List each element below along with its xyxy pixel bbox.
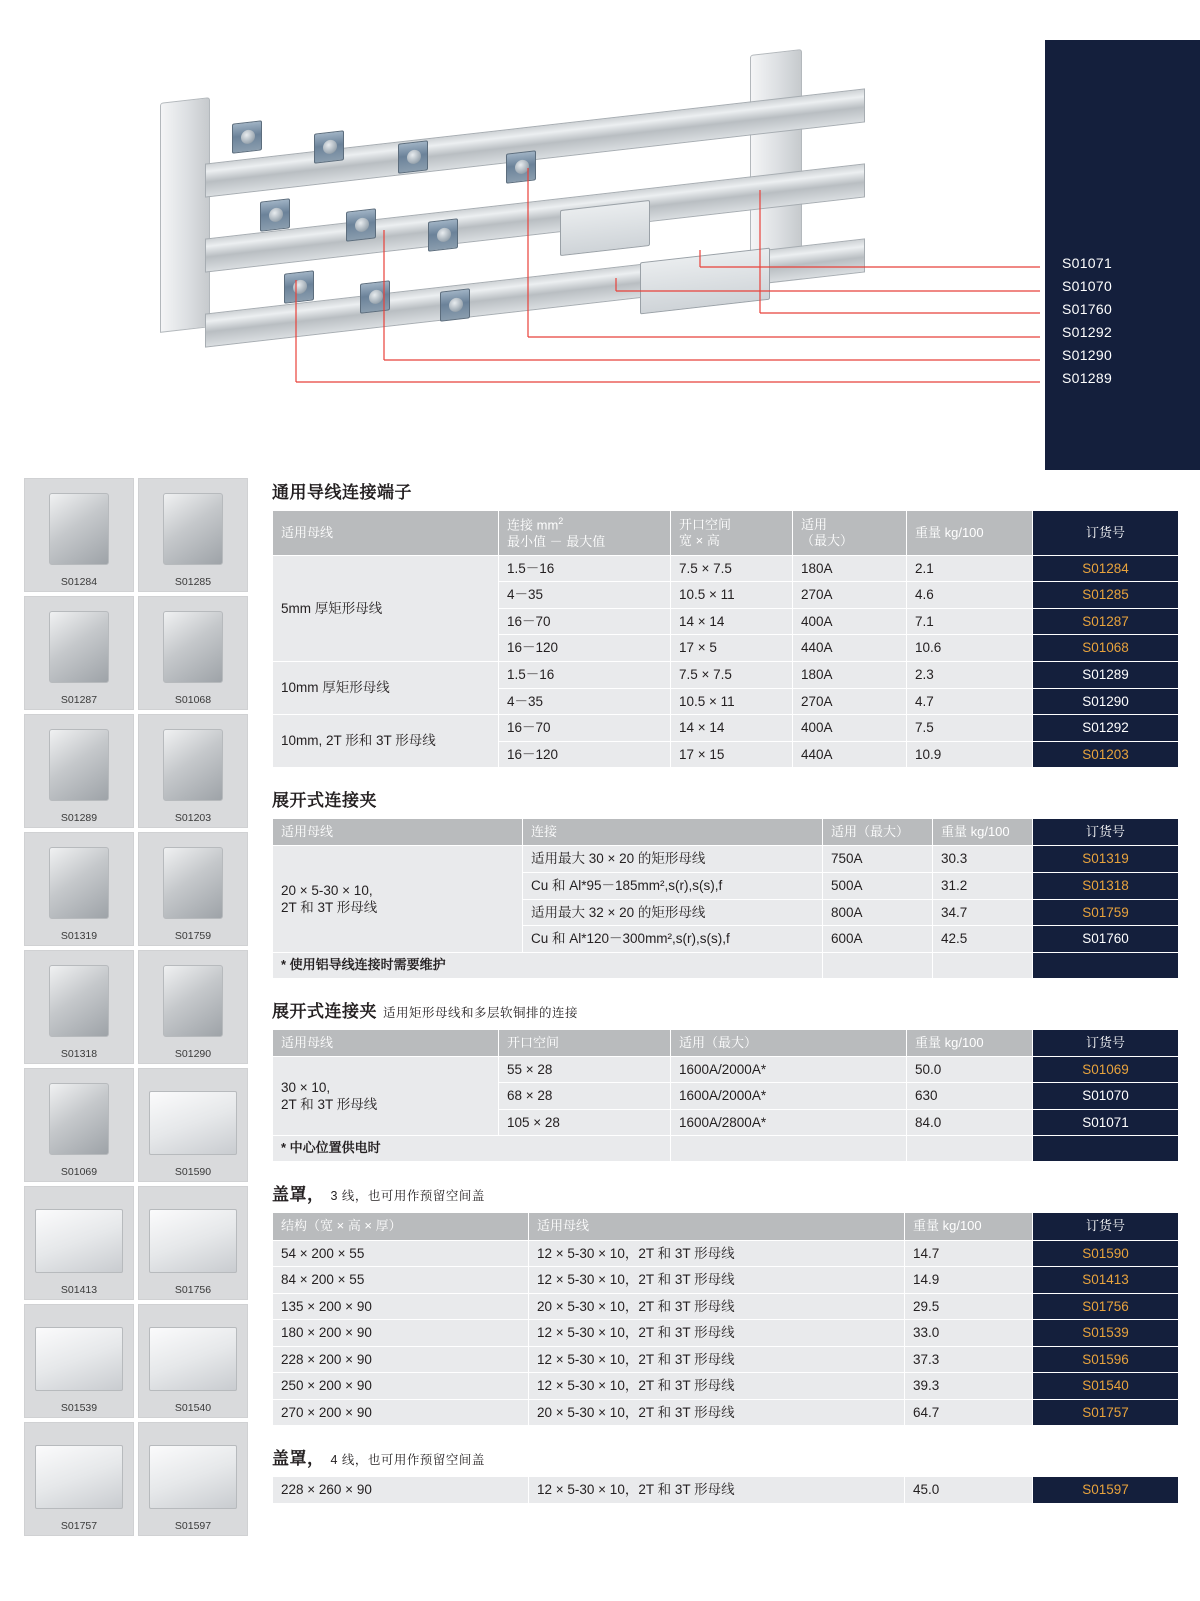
cell-dimensions: 228 × 260 × 90 [273,1477,529,1504]
col-applicable-busbar: 适用母线 [273,511,499,556]
table-spread-clamp [272,818,1179,978]
table-row [273,1056,1179,1083]
product-thumbnail [138,832,248,946]
product-thumbnail [138,1422,248,1536]
cell-rating: 800A [823,899,933,926]
product-image [163,965,223,1037]
terminal-clamp [428,218,458,251]
col-weight: 重量 kg/100 [907,1029,1033,1056]
cell-connection: 4－35 [499,688,671,715]
product-image [49,729,109,801]
product-thumbnail [24,950,134,1064]
thumbnail-row [24,478,248,592]
thumbnail-caption: S01590 [174,1166,212,1178]
thumbnail-caption: S01757 [60,1520,98,1532]
cell-weight: 14.7 [905,1240,1033,1267]
col-connection: 连接 $mm^2$ 最小值 － 最大值 [499,511,671,556]
footnote: * 使用铝导线连接时需要维护 [273,952,823,978]
thumbnail-row [24,1422,248,1536]
product-image [35,1209,123,1273]
thumbnail-caption: S01540 [174,1402,212,1414]
cell-opening: 10.5 × 11 [671,688,793,715]
thumbnail-row [24,596,248,710]
thumbnail-row [24,1068,248,1182]
col-dimensions: 结构（宽 × 高 × 厚） [273,1213,529,1240]
cell-weight: 10.6 [907,635,1033,662]
product-image [149,1209,237,1273]
cell-connection: Cu 和 Al*95－185mm²,s(r),s(s),f [523,873,823,900]
section-subtitle: 适用矩形母线和多层软铜排的连接 [383,1005,579,1020]
group-label: 10mm, 2T 形和 3T 形母线 [273,715,499,768]
thumbnail-caption: S01069 [60,1166,98,1178]
col-applicable-busbar: 适用母线 [529,1213,905,1240]
cell-order-number[interactable]: S01540 [1033,1373,1179,1400]
cell-rating: 440A [793,741,907,768]
thumbnail-caption: S01319 [60,930,98,942]
product-thumbnail [24,714,134,828]
cell-connection: Cu 和 Al*120－300mm²,s(r),s(s),f [523,926,823,953]
busbar-system-photo [150,60,870,390]
col-rating: 适用 （最大） [793,511,907,556]
section-title-spread-clamp-multilayer: 展开式连接夹 适用矩形母线和多层软铜排的连接 [272,1001,579,1021]
cell-blank [823,952,933,978]
cell-rating: 270A [793,582,907,609]
thumbnail-caption: S01290 [174,1048,212,1060]
product-image [49,493,109,565]
cell-opening: 55 × 28 [499,1056,671,1083]
spread-connector-lower [640,248,770,315]
table-cover-3line [272,1212,1179,1426]
cell-order-number[interactable]: S01596 [1033,1346,1179,1373]
thumbnail-caption: S01318 [60,1048,98,1060]
col-order-number: 订货号 [1033,511,1179,556]
terminal-clamp [232,120,262,153]
cell-order-number[interactable]: S01756 [1033,1293,1179,1320]
product-thumbnail [24,596,134,710]
cell-applicable-busbar: 12 × 5-30 × 10，2T 和 3T 形母线 [529,1477,905,1504]
cell-weight: 4.6 [907,582,1033,609]
cell-order-number[interactable]: S01539 [1033,1320,1179,1347]
cell-connection: 适用最大 32 × 20 的矩形母线 [523,899,823,926]
cell-order-number[interactable]: S01284 [1033,555,1179,582]
product-image [163,847,223,919]
table-spread-clamp-multilayer [272,1029,1179,1163]
table-row [273,662,1179,689]
cell-applicable-busbar: 12 × 5-30 × 10，2T 和 3T 形母线 [529,1320,905,1347]
product-thumbnail [24,1068,134,1182]
thumbnail-caption: S01756 [174,1284,212,1296]
cell-rating: 400A [793,715,907,742]
cell-connection: 16－120 [499,741,671,768]
table-row [273,1240,1179,1267]
callout-code: S01292 [1062,324,1113,340]
table-row [273,1267,1179,1294]
cell-order-number[interactable]: S01071 [1033,1109,1179,1136]
cell-weight: 84.0 [907,1109,1033,1136]
thumbnail-caption: S01759 [174,930,212,942]
cell-applicable-busbar: 20 × 5-30 × 10，2T 和 3T 形母线 [529,1399,905,1426]
cell-weight: 2.1 [907,555,1033,582]
cell-weight: 45.0 [905,1477,1033,1504]
cell-rating: 180A [793,555,907,582]
product-image [163,611,223,683]
footnote: * 中心位置供电时 [273,1136,671,1162]
product-thumbnail [138,1068,248,1182]
section-title-cover-3line: 盖罩， 3 线，也可用作预留空间盖 [272,1185,485,1205]
cell-weight: 39.3 [905,1373,1033,1400]
cell-opening: 7.5 × 7.5 [671,555,793,582]
cell-connection: 16－120 [499,635,671,662]
product-tables [272,478,1178,1504]
callout-code: S01290 [1062,347,1113,363]
cell-weight: 630 [907,1083,1033,1110]
thumbnail-caption: S01539 [60,1402,98,1414]
thumbnail-row [24,950,248,1064]
cell-connection: 16－70 [499,715,671,742]
product-thumbnail [24,1422,134,1536]
cell-order-number[interactable]: S01287 [1033,608,1179,635]
cell-order-number[interactable]: S01413 [1033,1267,1179,1294]
cell-weight: 4.7 [907,688,1033,715]
table-footnote-row [273,1136,1179,1162]
table-row [273,1373,1179,1400]
section-title-universal-terminal: 通用导线连接端子 [272,483,412,502]
cell-opening: 105 × 28 [499,1109,671,1136]
cell-blank [907,1136,1033,1162]
cell-order-number[interactable]: S01760 [1033,926,1179,953]
thumbnail-caption: S01068 [174,694,212,706]
cell-opening: 14 × 14 [671,608,793,635]
product-image [49,1083,109,1155]
callout-code: S01289 [1062,370,1113,386]
group-label: 30 × 10, 2T 和 3T 形母线 [273,1056,499,1136]
col-weight: 重量 kg/100 [933,819,1033,846]
cell-applicable-busbar: 12 × 5-30 × 10，2T 和 3T 形母线 [529,1373,905,1400]
col-weight: 重量 kg/100 [907,511,1033,556]
cell-dimensions: 228 × 200 × 90 [273,1346,529,1373]
col-opening-space: 开口空间 宽 × 高 [671,511,793,556]
cell-blank-dark [1033,1136,1179,1162]
cell-connection: 1.5－16 [499,662,671,689]
terminal-clamp [284,270,314,303]
thumbnail-caption: S01285 [174,576,212,588]
cell-opening: 14 × 14 [671,715,793,742]
table-row [273,1477,1179,1504]
cell-order-number[interactable]: S01292 [1033,715,1179,742]
cell-weight: 2.3 [907,662,1033,689]
cell-dimensions: 135 × 200 × 90 [273,1293,529,1320]
table-row [273,846,1179,873]
terminal-clamp [440,288,470,321]
thumbnail-caption: S01284 [60,576,98,588]
thumbnail-caption: S01203 [174,812,212,824]
cell-dimensions: 270 × 200 × 90 [273,1399,529,1426]
table-row [273,715,1179,742]
hero-illustration [0,0,1200,470]
cell-rating: 500A [823,873,933,900]
cell-order-number[interactable]: S01318 [1033,873,1179,900]
table-footnote-row [273,952,1179,978]
cell-order-number[interactable]: S01757 [1033,1399,1179,1426]
cell-rating: 440A [793,635,907,662]
cell-connection: 4－35 [499,582,671,609]
cell-rating: 600A [823,926,933,953]
product-image [35,1445,123,1509]
terminal-clamp [346,208,376,241]
col-weight: 重量 kg/100 [905,1213,1033,1240]
section-subtitle: 4 线，也可用作预留空间盖 [330,1453,485,1468]
section-title-spread-clamp: 展开式连接夹 [272,791,377,811]
table-row [273,1346,1179,1373]
product-image [49,965,109,1037]
table-row [273,1399,1179,1426]
cell-dimensions: 180 × 200 × 90 [273,1320,529,1347]
cell-rating: 750A [823,846,933,873]
cell-order-number[interactable]: S01597 [1033,1477,1179,1504]
cell-blank [933,952,1033,978]
cell-weight: 30.3 [933,846,1033,873]
cell-rating: 270A [793,688,907,715]
product-image [49,611,109,683]
col-opening-space: 开口空间 [499,1029,671,1056]
cell-weight: 31.2 [933,873,1033,900]
cell-weight: 29.5 [905,1293,1033,1320]
cell-dimensions: 250 × 200 × 90 [273,1373,529,1400]
product-thumbnail [24,1304,134,1418]
cell-rating: 400A [793,608,907,635]
cell-applicable-busbar: 20 × 5-30 × 10，2T 和 3T 形母线 [529,1293,905,1320]
cell-weight: 14.9 [905,1267,1033,1294]
cell-weight: 7.1 [907,608,1033,635]
cell-weight: 42.5 [933,926,1033,953]
terminal-clamp [506,150,536,183]
cell-order-number[interactable]: S01069 [1033,1056,1179,1083]
busbar-end-cover-left [160,97,210,333]
cell-connection: 16－70 [499,608,671,635]
cell-rating: 1600A/2000A* [671,1056,907,1083]
cell-order-number[interactable]: S01203 [1033,741,1179,768]
terminal-clamp [260,198,290,231]
cell-opening: 10.5 × 11 [671,582,793,609]
callout-code: S01760 [1062,301,1113,317]
cell-weight: 37.3 [905,1346,1033,1373]
table-row [273,555,1179,582]
thumbnail-caption: S01287 [60,694,98,706]
section-title-cover-4line: 盖罩， 4 线，也可用作预留空间盖 [272,1449,485,1469]
product-thumbnail [138,950,248,1064]
group-label: 20 × 5-30 × 10, 2T 和 3T 形母线 [273,846,523,952]
product-thumbnail [138,1186,248,1300]
cell-dimensions: 54 × 200 × 55 [273,1240,529,1267]
cell-order-number[interactable]: S01070 [1033,1083,1179,1110]
table-row [273,1320,1179,1347]
cell-blank-dark [1033,952,1179,978]
col-order-number: 订货号 [1033,1213,1179,1240]
cell-opening: 17 × 15 [671,741,793,768]
cell-applicable-busbar: 12 × 5-30 × 10，2T 和 3T 形母线 [529,1240,905,1267]
group-label: 10mm 厚矩形母线 [273,662,499,715]
cell-order-number[interactable]: S01590 [1033,1240,1179,1267]
product-image [49,847,109,919]
product-thumbnail [24,832,134,946]
thumbnail-row [24,1186,248,1300]
cell-blank [671,1136,907,1162]
table-header-row [273,511,1179,556]
product-image [149,1091,237,1155]
table-cover-4line [272,1476,1179,1504]
terminal-clamp [314,130,344,163]
thumbnail-row [24,1304,248,1418]
product-thumbnail [24,478,134,592]
callout-code: S01071 [1062,255,1113,271]
group-label: 5mm 厚矩形母线 [273,555,499,661]
terminal-clamp [360,280,390,313]
cell-order-number[interactable]: S01290 [1033,688,1179,715]
cell-weight: 33.0 [905,1320,1033,1347]
cell-applicable-busbar: 12 × 5-30 × 10，2T 和 3T 形母线 [529,1346,905,1373]
section-subtitle: 3 线，也可用作预留空间盖 [330,1189,485,1204]
cell-connection: 1.5－16 [499,555,671,582]
col-rating: 适用（最大） [823,819,933,846]
cell-opening: 68 × 28 [499,1083,671,1110]
cell-rating: 1600A/2800A* [671,1109,907,1136]
thumbnail-caption: S01289 [60,812,98,824]
cell-weight: 34.7 [933,899,1033,926]
cell-applicable-busbar: 12 × 5-30 × 10，2T 和 3T 形母线 [529,1267,905,1294]
cell-order-number[interactable]: S01319 [1033,846,1179,873]
cell-opening: 7.5 × 7.5 [671,662,793,689]
cell-opening: 17 × 5 [671,635,793,662]
cell-rating: 180A [793,662,907,689]
col-order-number: 订货号 [1033,819,1179,846]
cell-order-number[interactable]: S01289 [1033,662,1179,689]
table-header-row [273,819,1179,846]
spread-connector-upper [560,200,650,256]
table-header-row [273,1029,1179,1056]
cell-weight: 50.0 [907,1056,1033,1083]
product-thumbnail [138,714,248,828]
thumbnail-caption: S01413 [60,1284,98,1296]
cell-rating: 1600A/2000A* [671,1083,907,1110]
product-thumbnail [138,596,248,710]
callout-code: S01070 [1062,278,1113,294]
cell-connection: 适用最大 30 × 20 的矩形母线 [523,846,823,873]
product-thumbnail [24,1186,134,1300]
product-image [163,493,223,565]
thumbnail-row [24,714,248,828]
product-thumbnail [138,478,248,592]
col-connection: 连接 [523,819,823,846]
thumbnail-row [24,832,248,946]
col-applicable-busbar: 适用母线 [273,1029,499,1056]
cell-order-number[interactable]: S01759 [1033,899,1179,926]
product-image [149,1445,237,1509]
col-order-number: 订货号 [1033,1029,1179,1056]
thumbnail-caption: S01597 [174,1520,212,1532]
table-universal-terminal [272,510,1179,768]
cell-weight: 10.9 [907,741,1033,768]
col-applicable-busbar: 适用母线 [273,819,523,846]
table-header-row [273,1213,1179,1240]
product-thumbnail [138,1304,248,1418]
cell-order-number[interactable]: S01285 [1033,582,1179,609]
terminal-clamp [398,140,428,173]
cell-dimensions: 84 × 200 × 55 [273,1267,529,1294]
cell-weight: 64.7 [905,1399,1033,1426]
col-rating: 适用（最大） [671,1029,907,1056]
product-image [35,1327,123,1391]
table-row [273,1293,1179,1320]
cell-order-number[interactable]: S01068 [1033,635,1179,662]
product-image [163,729,223,801]
product-thumbnail-grid [24,478,248,1540]
cell-weight: 7.5 [907,715,1033,742]
product-image [149,1327,237,1391]
callout-code-list [1062,252,1182,390]
